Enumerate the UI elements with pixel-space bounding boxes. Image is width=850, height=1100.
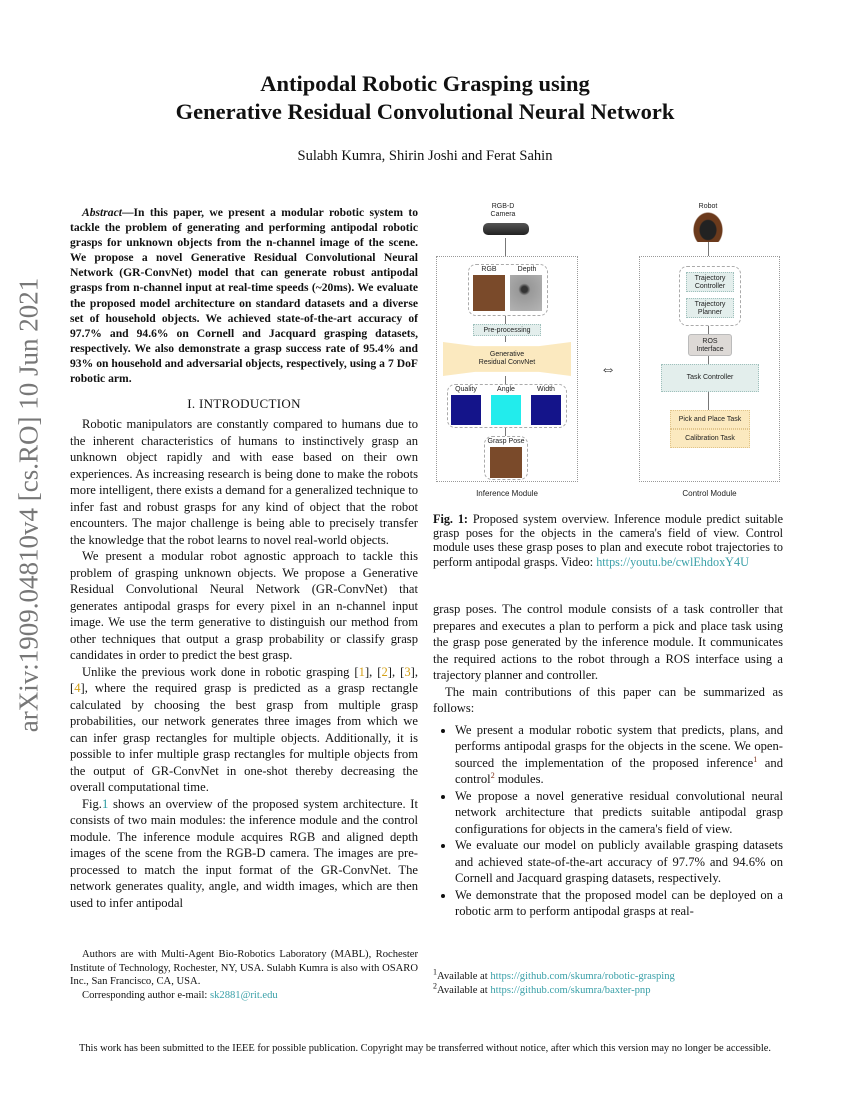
right-column-body (433, 601, 783, 920)
text-span: Unlike the previous work done in robotic grasping [ (82, 664, 359, 679)
grasp-pose-image (490, 447, 522, 478)
robot-label: Robot (698, 203, 718, 210)
footnote-number: 1 (433, 967, 437, 977)
arrow (505, 376, 506, 384)
email-line (70, 989, 418, 1003)
text-span: ], [ (364, 664, 382, 679)
trajectory-controller-line: Trajectory (694, 275, 726, 282)
intro-paragraph-5: The main contributions of this paper can be summarized as follows: (433, 684, 783, 715)
text-span: ], [ (70, 664, 418, 695)
rgb-image (473, 275, 505, 311)
citation-link-1[interactable]: 1 (358, 664, 365, 679)
grasp-pose-label: Grasp Pose (487, 438, 525, 445)
title-line-2: Generative Residual Convolutional Neural Network (175, 99, 675, 124)
robot-icon (693, 212, 723, 242)
figure-1-caption (433, 512, 783, 569)
contribution-item: • We evaluate our model on publicly available grasping datasets and achieved state-of-the-art accuracy of 97.7% and 94.6% on Cornell and Jacquard grasping datasets, respectively. (455, 837, 783, 887)
abstract-label: Abstract (82, 206, 122, 219)
trajectory-planner-line: Planner (697, 309, 723, 316)
trajectory-controller-line: Controller (694, 283, 726, 290)
arrow (708, 242, 709, 256)
repo-link-baxter-pnp[interactable]: https://github.com/skumra/baxter-pnp (490, 984, 651, 996)
affiliation-footnote (70, 948, 418, 1002)
citation-link-4[interactable]: 4 (74, 681, 81, 695)
caption-label: Fig. 1: (433, 512, 468, 526)
network-label-line: Generative (489, 351, 525, 358)
footnote-label: Available at (437, 984, 491, 996)
arrow (708, 392, 709, 410)
arxiv-stamp (4, 277, 54, 733)
quality-label: Quality (455, 386, 477, 393)
pick-and-place-task-block: Pick and Place Task (670, 410, 750, 429)
arrow (708, 356, 709, 364)
text-span: shows an overview of the proposed system architecture. It consists of two main modules: the inference module and the control module. The inference module acquires RGB and aligned depth images of the scene from the RGB-D camera. The images are pre-processed to match the input format of the GR-ConvNet. The network generates quality, angle, and width images, which are then used to infer antipodal (70, 796, 418, 910)
preprocessing-block: Pre-processing (473, 324, 541, 336)
trajectory-planner-block (686, 298, 734, 318)
intro-paragraph-4-continued: grasp poses. The control module consists of a task controller that prepares and executes a plan to perform a pick and place task using the grasp pose generated by the inference module. It communicates the required actions to the robot through a ROS interface using a trajectory planner and controller. (433, 602, 783, 682)
figure-ref-link[interactable]: 1 (101, 796, 109, 811)
depth-label: Depth (517, 266, 537, 273)
paper-title (0, 70, 850, 126)
intro-paragraph-4 (70, 796, 418, 912)
arrow (505, 238, 506, 256)
rgb-label: RGB (481, 266, 497, 273)
arrow (505, 336, 506, 342)
footnote-1 (433, 967, 783, 984)
camera-label-line: Camera (490, 211, 516, 218)
text-span: ], where the required grasp is predicted as a grasp rectangle calculated by choosing the best grasp from multiple grasp probabilities, our network generates three images from which we can infer grasp rectangles for multiple objects. Additionally, it is possible to infer multiple grasp rectangles for multiple objects from the output of GR-ConvNet in one-shot thereby decreasing the overall computational time. (70, 681, 418, 794)
angle-label: Angle (497, 386, 515, 393)
bidirectional-arrow-icon: ⇔ (600, 361, 616, 378)
depth-image (510, 275, 542, 311)
citation-link-3[interactable]: 3 (404, 664, 411, 679)
arrow (505, 428, 506, 436)
text-span: modules. (494, 772, 544, 786)
rgbd-camera-icon (483, 223, 529, 235)
camera-label (473, 203, 533, 219)
camera-label-line: RGB-D (491, 203, 515, 210)
email-link[interactable]: sk2881@rit.edu (209, 989, 278, 1001)
network-label-line: Residual ConvNet (478, 359, 536, 366)
title-line-1: Antipodal Robotic Grasping using (260, 71, 590, 96)
section-heading-introduction: I. INTRODUCTION (187, 396, 301, 411)
link-footnotes (433, 967, 783, 997)
repo-link-robotic-grasping[interactable]: https://github.com/skumra/robotic-grasping (490, 971, 675, 982)
footnote-number: 2 (433, 980, 437, 990)
footnote-ref-1[interactable]: 1 (753, 754, 758, 764)
contribution-item: • We propose a novel generative residual convolutional neural network architecture that predicts suitable antipodal grasp configurations for objects in the camera's field of view. (455, 788, 783, 838)
affiliation-text: Authors are with Multi-Agent Bio-Robotics Laboratory (MABL), Rochester Institute of Technology, Rochester, NY, USA. Sulabh Kumra is also with OSARO Inc., San Francisco, CA, USA. (70, 949, 418, 987)
calibration-task-block: Calibration Task (670, 429, 750, 448)
intro-paragraph-2: We present a modular robot agnostic approach to tackle this problem of grasping unknown objects. We propose a Generative Residual Convolutional Neural Network (GR-ConvNet) that generates antipodal grasps for every pixel in an n-channel input image. We use the term generative to distinguish our method from other techniques that output a grasp probability or classify grasp candidates in order to predict the best grasp. (70, 549, 418, 662)
contribution-item: • We demonstrate that the proposed model can be deployed on a robotic arm to perform antipodal grasps at real- (455, 887, 783, 920)
inference-module-label: Inference Module (476, 489, 538, 498)
arxiv-stamp-text: arXiv:1909.04810v4 [cs.RO] 10 Jun 2021 (13, 277, 44, 733)
angle-image (491, 395, 521, 425)
text-span: We present a modular robotic system that predicts, plans, and performs antipodal grasps for the objects in the scene. We open-sourced the implementation of the proposed inference (455, 722, 783, 770)
quality-image (451, 395, 481, 425)
contribution-item (455, 722, 783, 788)
width-image (531, 395, 561, 425)
ros-interface-line: ROS (702, 338, 718, 345)
intro-paragraph-3 (70, 664, 418, 796)
contributions-list (433, 722, 783, 920)
caption-text: Proposed system overview. Inference module predict suitable grasp poses for the objects in the camera's field of view. Control module uses these grasp poses to plan and execute robot trajectories to perform antipodal grasps. Video: (433, 512, 783, 569)
ros-interface-line: Interface (696, 346, 724, 353)
trajectory-controller-block (686, 272, 734, 292)
authors: Sulabh Kumra, Shirin Joshi and Ferat Sahin (297, 148, 553, 164)
copyright-notice: This work has been submitted to the IEEE for possible publication. Copyright may be transferred without notice, after which this version may no longer be accessible. (79, 1043, 771, 1054)
text-span: ], [ (387, 664, 405, 679)
arrow (505, 316, 506, 324)
trajectory-planner-line: Trajectory (694, 301, 726, 308)
footnote-label: Available at (437, 971, 491, 982)
footnote-2 (433, 980, 783, 998)
abstract (70, 205, 418, 386)
abstract-text: —In this paper, we present a modular robotic system to tackle the problem of generating and performing antipodal robotic grasps for unknown objects from the n-channel image of the scene. We propose a novel Generative Residual Convolutional Neural Network (GR-ConvNet) model that can generate robust antipodal grasps from n-channel input at real-time speeds (~20ms). We evaluate the proposed model architecture on standard datasets and a diverse set of household objects. We achieved state-of-the-art accuracy of 97.7% and 94.6% on Cornell and Jacquard grasping datasets, respectively. We also demonstrate a grasp success rate of 95.4% and 93% on household and adversarial objects, respectively, using a 7 DoF robotic arm. (70, 206, 418, 386)
footnote-ref-2[interactable]: 2 (490, 770, 495, 780)
left-column-body (70, 416, 418, 911)
control-module-label: Control Module (682, 489, 737, 498)
arrow (708, 326, 709, 334)
width-label: Width (537, 386, 555, 393)
video-link[interactable]: https://youtu.be/cwlEhdoxY4U (596, 554, 749, 569)
text-span: Fig. (82, 796, 102, 811)
figure-1-diagram (433, 198, 783, 506)
citation-link-2[interactable]: 2 (381, 664, 388, 679)
network-label (473, 351, 541, 367)
text-span: and control (455, 755, 783, 786)
task-controller-block: Task Controller (661, 364, 759, 392)
intro-paragraph-1: Robotic manipulators are constantly compared to humans due to the inherent characteristics of humans to instinctively grasp an unknown object rapidly and with ease based on their own experiences. As increasing research is being done to make the robots more intelligent, there exists a demand for a generalized technique to infer fast and robust grasps for any kind of object that the robot encounters. The major challenge is being able to precisely transfer the knowledge that the robot learns to novel real-world objects. (70, 417, 418, 547)
ros-interface-block (688, 334, 732, 356)
email-label: Corresponding author e-mail: (82, 989, 210, 1001)
